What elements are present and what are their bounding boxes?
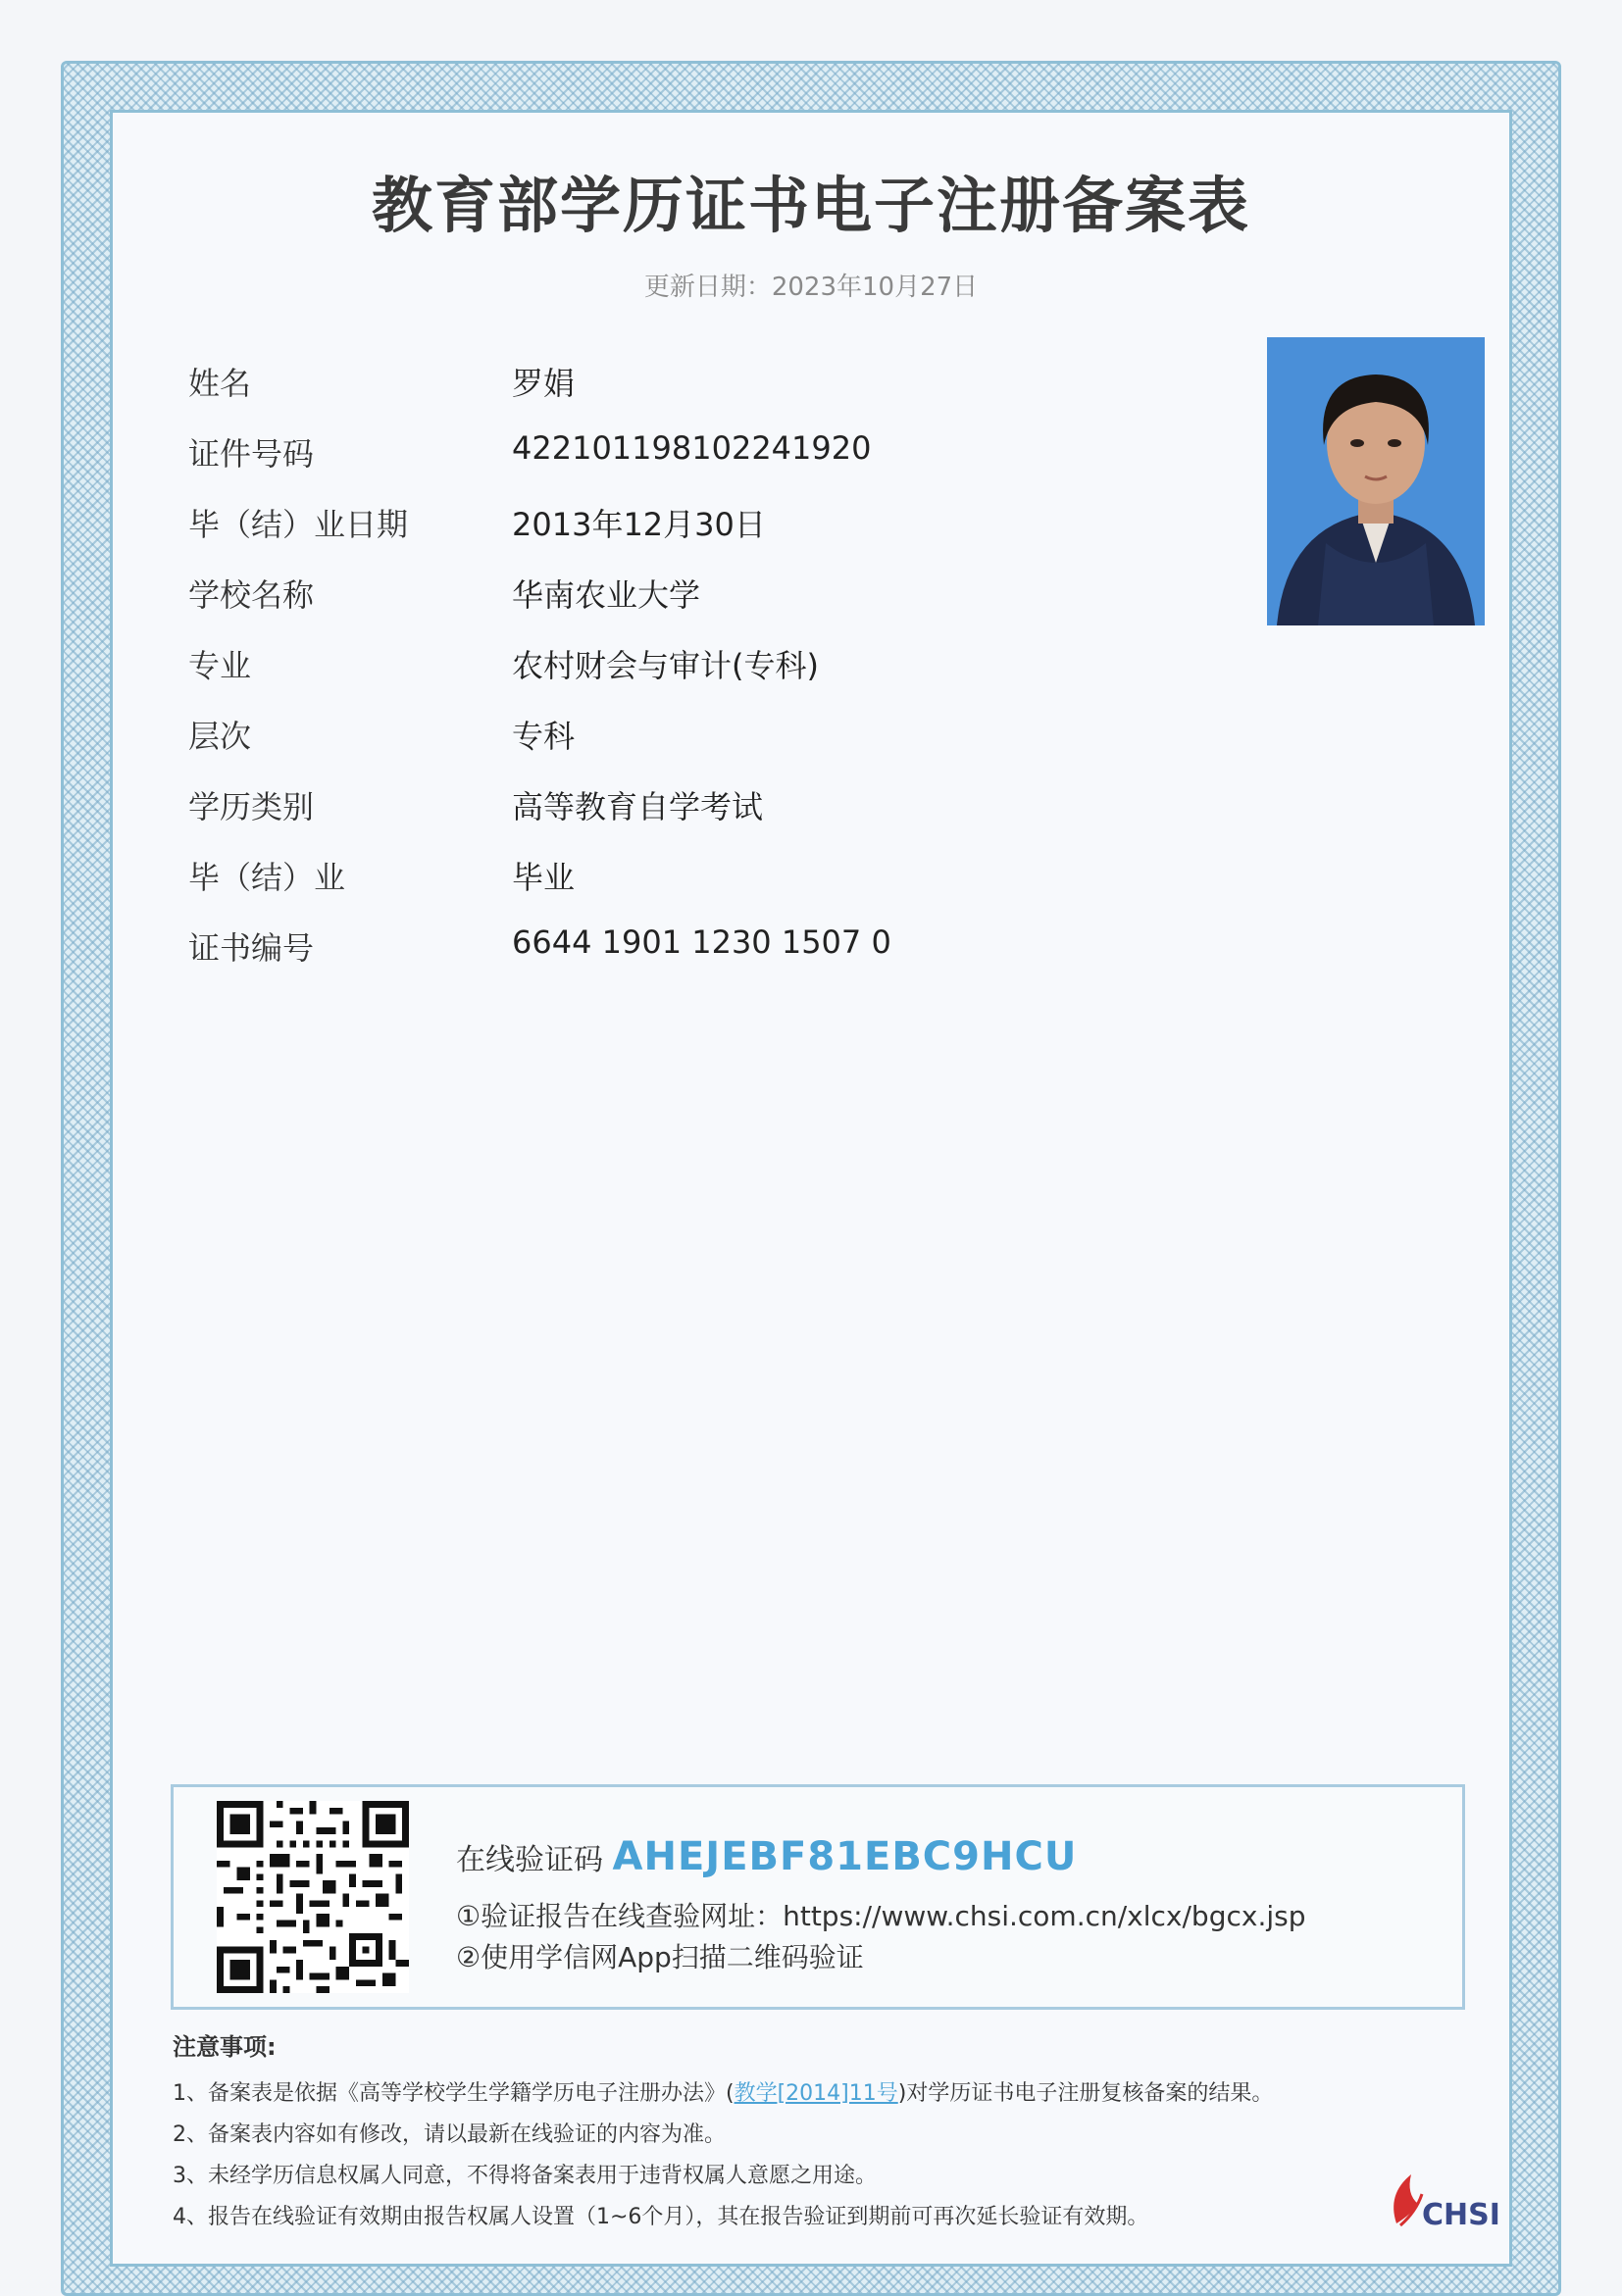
field-label-graduation-date: 毕（结）业日期 <box>188 506 409 543</box>
update-value: 2023年10月27日 <box>771 273 979 302</box>
update-label: 更新日期： <box>643 273 772 302</box>
note-item-3: 3、未经学历信息权属人同意，不得将备案表用于违背权属人意愿之用途。 <box>173 2164 877 2188</box>
code-label: 在线验证码 <box>456 1843 603 1877</box>
field-label-education-type: 学历类别 <box>188 788 315 825</box>
field-label-completion: 毕（结）业 <box>188 859 346 896</box>
page-title: 教育部学历证书电子注册备案表 <box>371 170 1250 241</box>
code-value[interactable]: AHEJEBF81EBC9HCU <box>612 1834 1078 1879</box>
field-value-name: 罗娟 <box>512 365 576 402</box>
field-label-certificate-number: 证书编号 <box>188 929 315 967</box>
update-date <box>0 267 1622 303</box>
field-value-id-number: 422101198102241920 <box>512 429 872 467</box>
verification-panel <box>171 1784 1465 2010</box>
online-verification-code <box>456 1834 1077 1879</box>
field-value-education-type: 高等教育自学考试 <box>512 788 764 825</box>
note-item-1-post: )对学历证书电子注册复核备案的结果。 <box>897 2081 1274 2106</box>
field-label-level: 层次 <box>188 718 252 755</box>
regulation-link[interactable]: 教学[2014]11号 <box>734 2081 898 2106</box>
field-value-level: 专科 <box>512 718 576 755</box>
note-item-2: 2、备案表内容如有修改，请以最新在线验证的内容为准。 <box>173 2122 726 2147</box>
chsi-logo-text: CHSI <box>1422 2198 1500 2232</box>
notes-title: 注意事项: <box>173 2033 277 2061</box>
field-label-id-number: 证件号码 <box>188 435 315 473</box>
field-label-major: 专业 <box>188 647 252 684</box>
field-value-graduation-date: 2013年12月30日 <box>512 506 766 543</box>
field-value-major: 农村财会与审计(专科) <box>512 647 819 684</box>
field-label-name: 姓名 <box>188 365 252 402</box>
verify-tip-app: ②使用学信网App扫描二维码验证 <box>456 1941 864 1973</box>
note-item-4: 4、报告在线验证有效期由报告权属人设置（1~6个月），其在报告验证到期前可再次延长验证有效期。 <box>173 2205 1149 2229</box>
field-label-school: 学校名称 <box>188 576 315 614</box>
portrait-image <box>1267 337 1485 625</box>
field-value-school: 华南农业大学 <box>512 576 701 614</box>
field-value-completion: 毕业 <box>512 859 576 896</box>
field-value-certificate-number: 6644 1901 1230 1507 0 <box>512 923 891 961</box>
note-item-1 <box>173 2076 1273 2107</box>
note-item-1-pre: 1、备案表是依据《高等学校学生学籍学历电子注册办法》( <box>173 2081 735 2106</box>
verify-tip-url[interactable]: ①验证报告在线查验网址：https://www.chsi.com.cn/xlcx/bgcx.jsp <box>456 1900 1306 1932</box>
id-photo <box>1267 337 1485 625</box>
qr-code-icon[interactable] <box>217 1801 409 1993</box>
